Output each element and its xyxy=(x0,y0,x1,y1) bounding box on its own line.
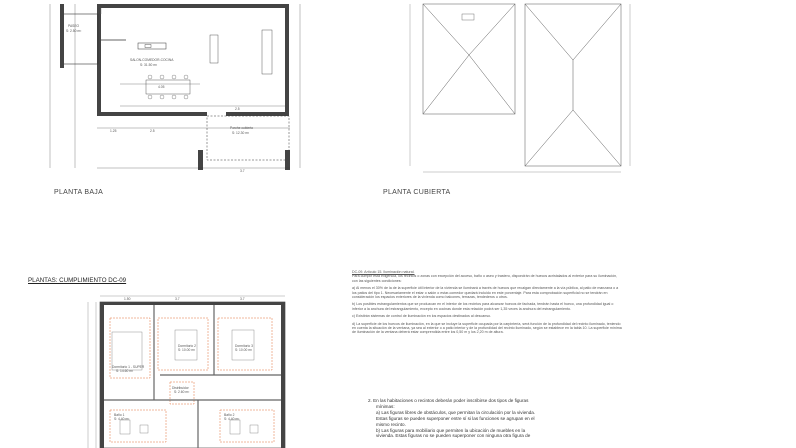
article-title: DC-09. Artículo 15. Iluminación natural. xyxy=(352,270,415,274)
section2-b1: b) Las figuras para mobiliario que permiten la ubicación de muebles en la xyxy=(376,427,526,433)
dim-4: 2.5 xyxy=(235,107,240,111)
dim-3: 4.05 xyxy=(158,85,165,89)
kitchen-label: SALON-COMEDOR-COCINA xyxy=(130,58,174,62)
section2-b2: vivienda. Estas figuras no se pueden superponer con ninguna otra figura de xyxy=(376,433,531,439)
porch-label: Porche cubierto xyxy=(230,126,254,130)
dim-1: 1.25 xyxy=(110,129,117,133)
dim-7: 3.7 xyxy=(175,297,180,301)
item-a: a) Al menos el 30% de la de la superficie útil interior de la vivienda se iluminará a través de huecos que recaigan directamente a la vía pública, al patio de manzana o a los patios del tipo 1. Necesariamente el estar o salón o estar-comedor quedará incluido en este porcentaje. Para esta comprobación superficial no se tendrán en consideración los espacios exteriores de la vivienda como balcones, terrazas, tendederos u otros. xyxy=(352,286,619,300)
item-c: c) Existirán sistemas de control de iluminación en los espacios destinados al descanso. xyxy=(352,314,492,319)
bath-area: S: 2.50 m² xyxy=(66,29,82,33)
bedroom3-label: Dormitorio 3 xyxy=(235,344,253,348)
bath1-label: Baño 1 xyxy=(114,413,125,417)
roof-plan xyxy=(410,4,630,172)
ground-floor-title: PLANTA BAJA xyxy=(54,189,104,196)
bath2-label: Baño 2 xyxy=(224,413,235,417)
section2-a2: Estas figuras se pueden superponer entre sí si las funciones se agrupan en el xyxy=(376,415,535,421)
bedroom2-label: Dormitorio 2 xyxy=(178,344,196,348)
section2-a3: mismo recinto. xyxy=(376,421,406,427)
roof-plan-title: PLANTA CUBIERTA xyxy=(383,189,451,196)
article-intro: Para cumplir esta exigencia, los recintos o zonas con excepción del acceso, baño o aseo y trastero, dispondrán de huecos acristalados al exterior para su iluminación, con las siguientes condiciones: xyxy=(352,274,618,283)
compliance-heading: PLANTAS: CUMPLIMIENTO DC-09 xyxy=(28,277,127,284)
ground-floor-plan xyxy=(50,4,300,170)
item-b: b) Los posibles estrangulamientos que se produzcan en el interior de los recintos para alcanzar huecos de fachada, tendrán hasta el hueco, una profundidad igual o inferior a la anchura del estrangulamiento, excepto en cocinas donde esta relación podrá ser 1,35 veces la anchura del estrangulamiento. xyxy=(352,302,614,311)
item-d: d) La superficie de los huecos de iluminación, en la que se incluye la superficie ocupada por la carpintería, será función de la profundidad del recinto iluminado, teniendo en cuenta la situación de la ventana, ya sea al exterior o a patio interior y de la profundidad del recinto iluminado, según se establece en la tabla 10. La superficie mínima de iluminación de la ventana deberá estar comprendida entre los 0,50 m y los 2,20 m de altura. xyxy=(352,321,622,335)
section2-line2: mínimas: xyxy=(376,403,395,409)
bedroom1-label: Dormitorio 1 - SUPER xyxy=(112,365,145,369)
dim-5: 3.7 xyxy=(240,169,245,173)
kitchen-area: S: 31.50 m² xyxy=(140,63,158,67)
dist-area: S: 2.60 m² xyxy=(174,390,190,394)
porch-area: S: 12.30 m² xyxy=(232,131,250,135)
bath1-area: S: 4.40 m² xyxy=(114,417,130,421)
dim-6: 1.50 xyxy=(124,297,131,301)
bath-label: PASEO xyxy=(68,24,80,28)
section-2 xyxy=(368,398,598,439)
dist-label: Distribuidor xyxy=(172,386,189,390)
dim-8: 3.7 xyxy=(240,297,245,301)
bedroom2-area: S: 10.00 m² xyxy=(178,348,196,352)
bath2-area: S: 4.40 m² xyxy=(224,417,240,421)
article-text xyxy=(352,270,622,338)
bedroom1-area: S: 14.60 m² xyxy=(116,369,134,373)
section2-line1: 2. En las habitaciones o recintos deberán poder inscribirse dos tipos de figuras xyxy=(368,398,529,403)
bedroom3-area: S: 10.00 m² xyxy=(235,348,253,352)
section2-a1: a) Las figuras libres de obstáculos, que permitan la circulación por la vivienda. xyxy=(376,409,536,415)
dim-2: 2.5 xyxy=(150,129,155,133)
